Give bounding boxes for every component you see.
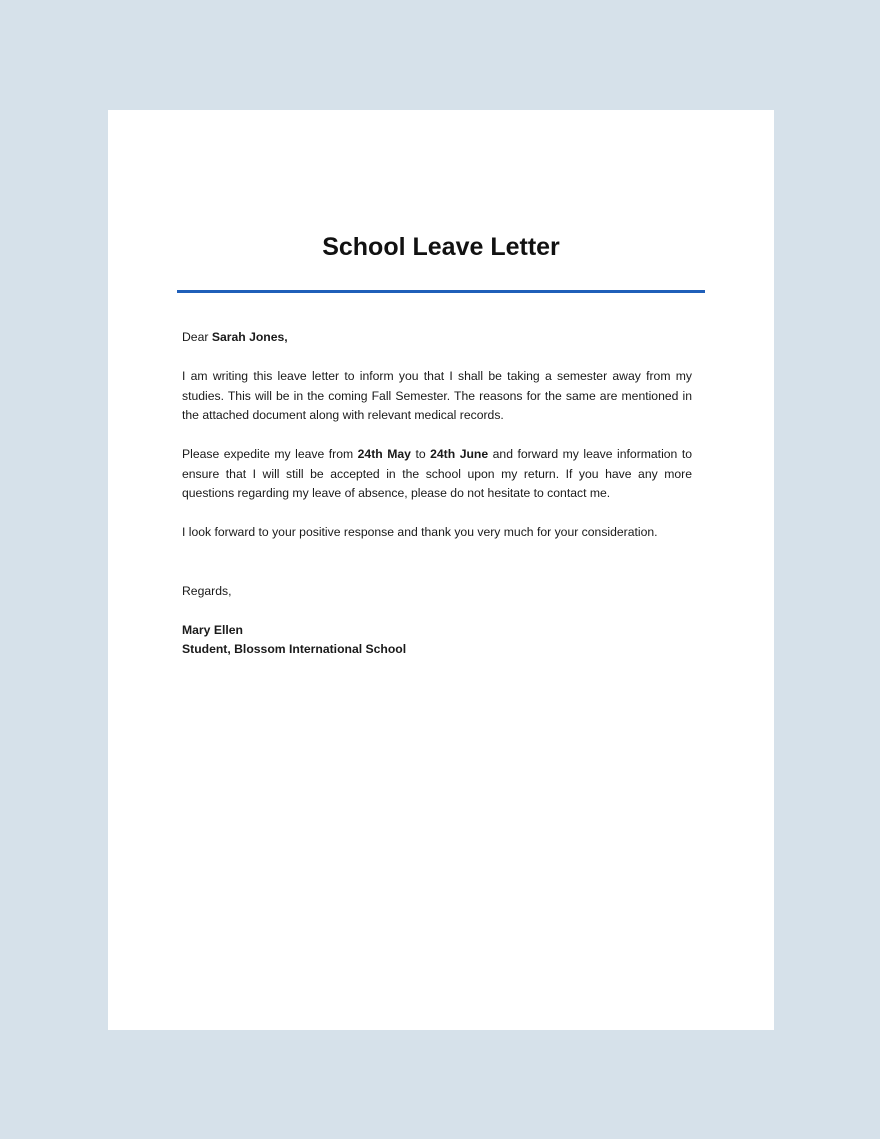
signature-title [182, 640, 692, 660]
recipient-name: Sarah Jones, [211, 330, 288, 344]
paragraph-request [182, 445, 692, 504]
paragraph-request-text-3: and forward my leave information to ensure that I will still be accepted in the school upon my return. If you have any more questions regarding my leave of absence, please do not hesitate to contact me. [182, 447, 693, 500]
paragraph-request-text-2: to [410, 447, 431, 461]
letter-title: School Leave Letter [322, 233, 560, 261]
paragraph-request-text-1: Please expedite my leave from [182, 447, 358, 461]
salutation [182, 328, 692, 348]
leave-start-date: 24th May [357, 447, 411, 461]
sender-name: Mary Ellen [182, 622, 243, 637]
letter-page [108, 110, 774, 1030]
signature-name [182, 621, 692, 641]
closing-regards: Regards, [182, 583, 232, 598]
salutation-prefix: Dear [182, 330, 212, 344]
letter-body [182, 328, 692, 660]
leave-end-date: 24th June [430, 447, 489, 461]
sender-title: Student, Blossom International School [182, 642, 407, 656]
title-divider [177, 290, 705, 293]
paragraph-closing-remark: I look forward to your positive response and thank you very much for your consideration. [182, 525, 658, 539]
paragraph-intro: I am writing this leave letter to inform you that I shall be taking a semester away from my studies. This will be in the coming Fall Semester. The reasons for the same are mentioned in the attached document along with relevant medical records. [182, 369, 692, 422]
